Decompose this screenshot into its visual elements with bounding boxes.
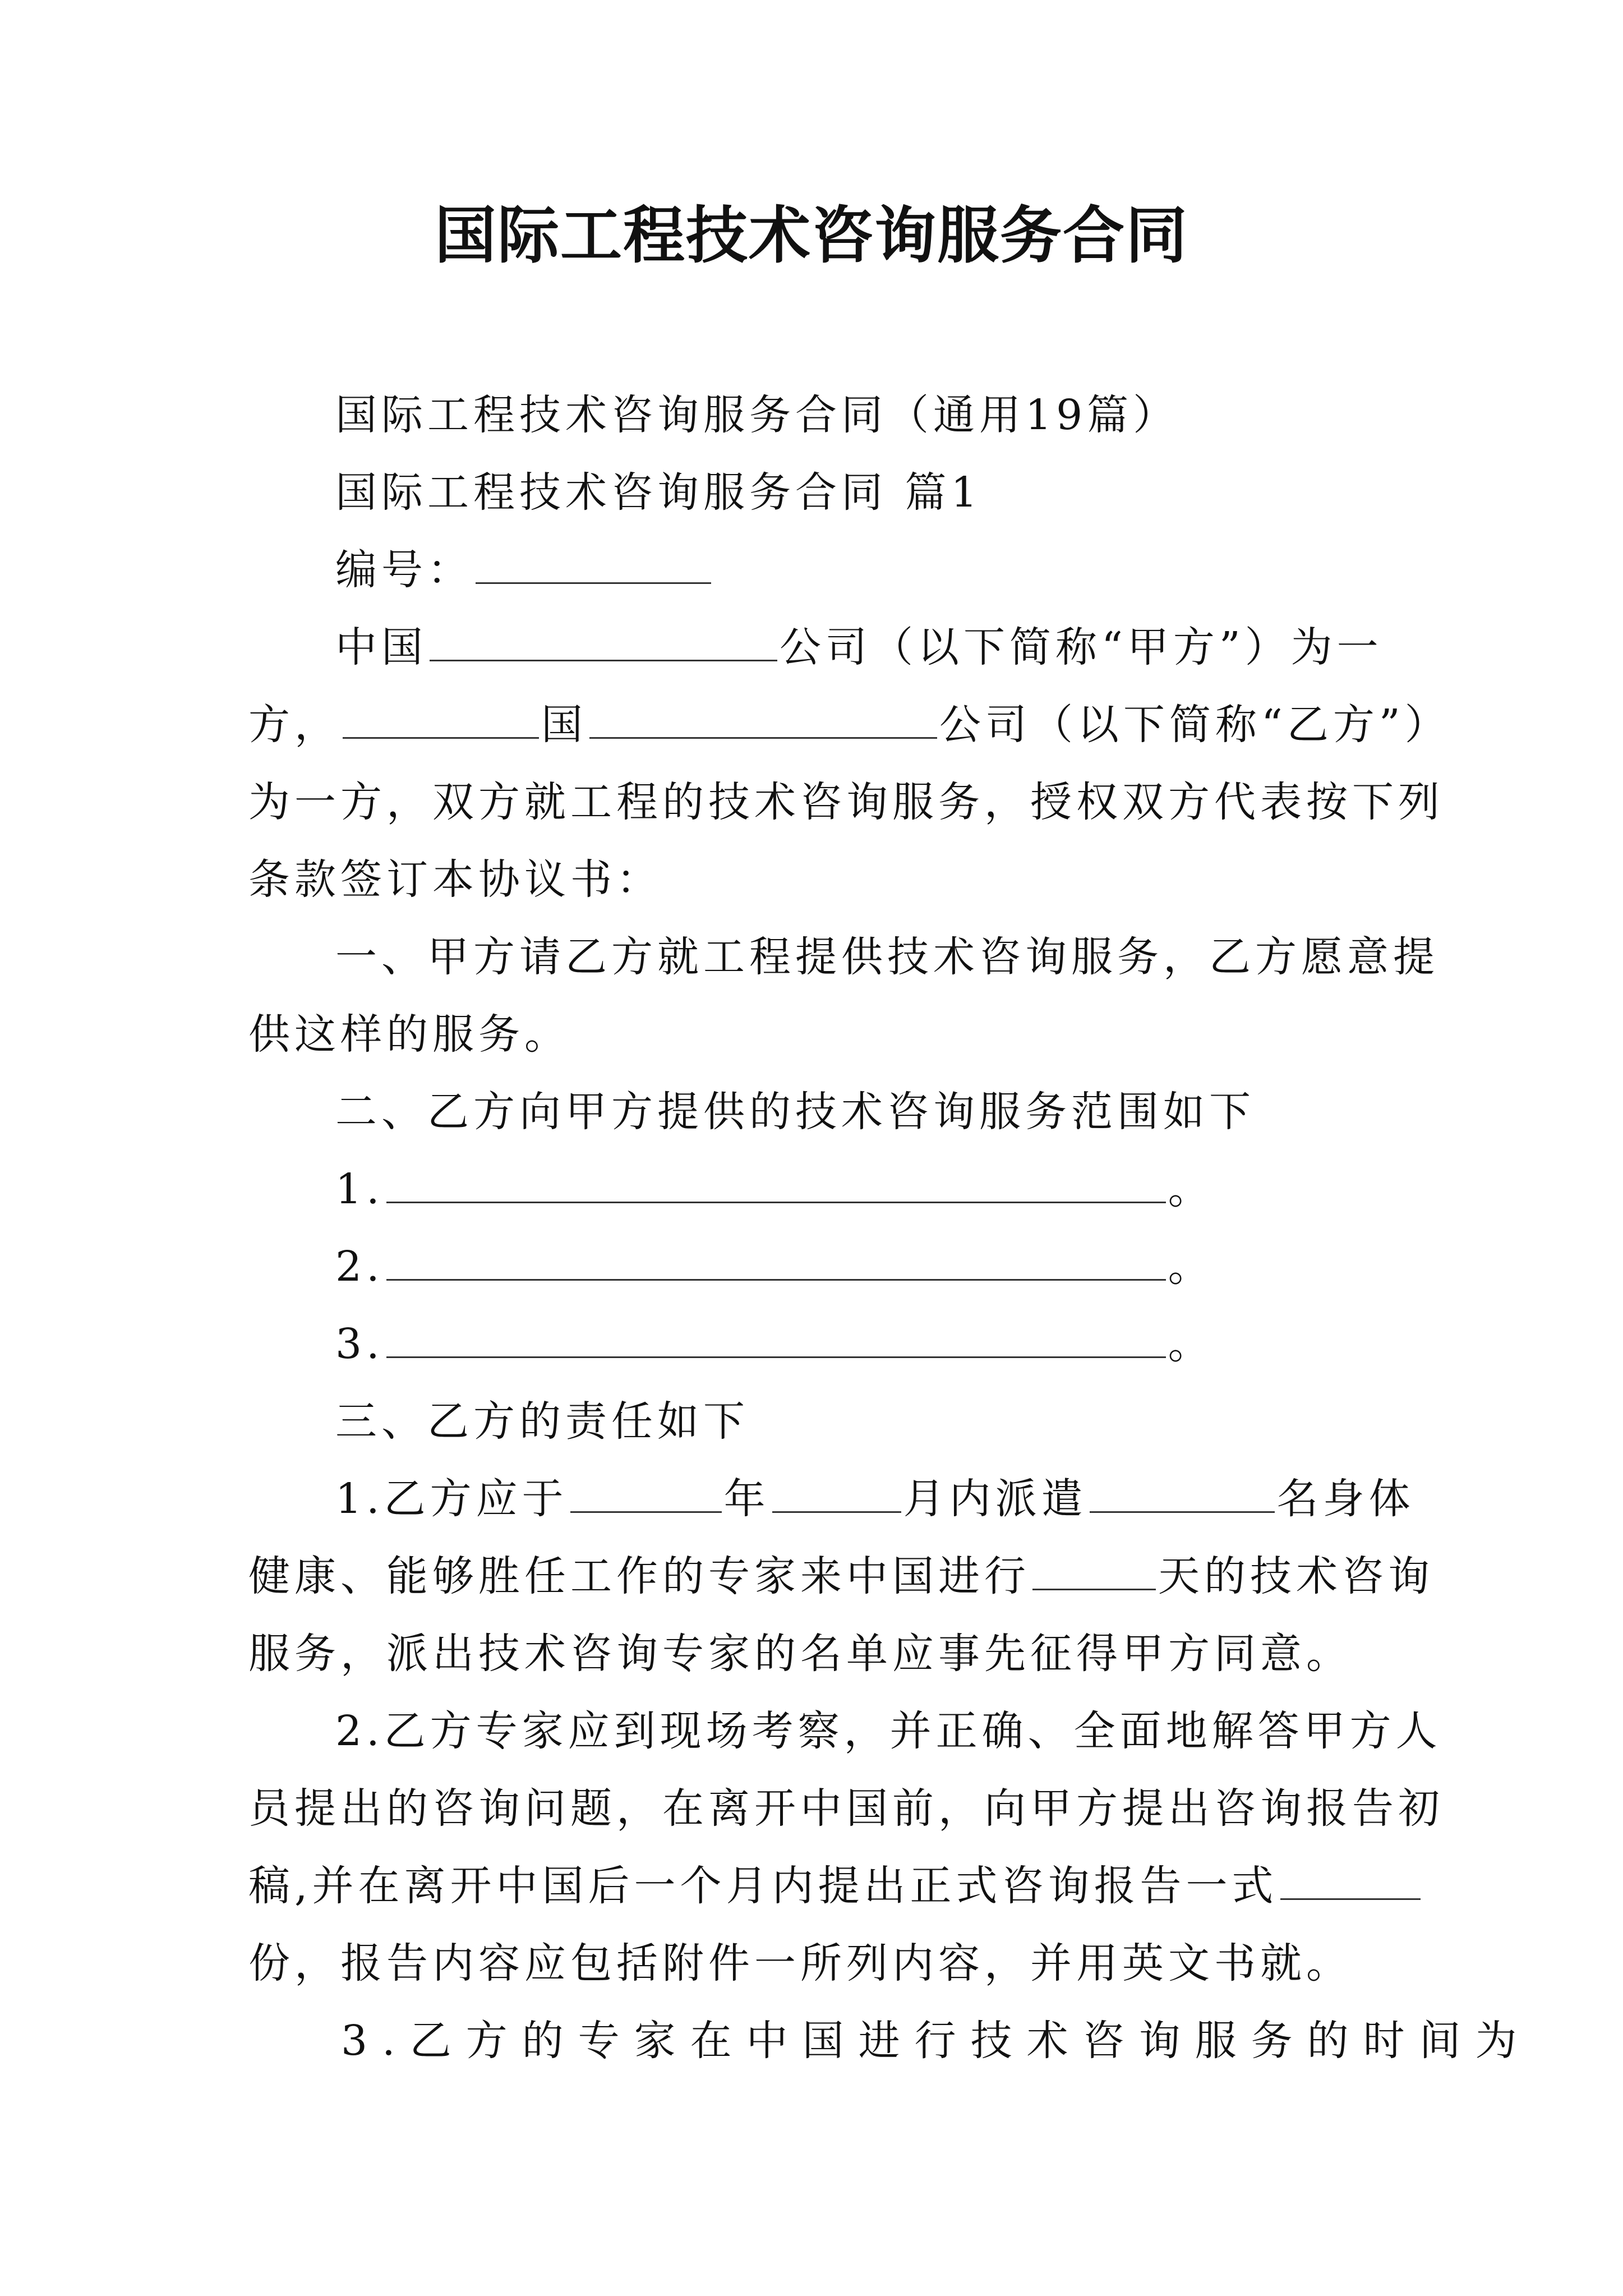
party-b-prefix: 方， (248, 701, 340, 749)
scope-item-blank (386, 1240, 1166, 1281)
scope-item-blank (386, 1162, 1166, 1203)
scope-item-1 (335, 1161, 1214, 1217)
clause-3-2-line-3 (248, 1858, 1423, 1914)
clause-3-2-line-4: 份，报告内容应包括附件一所列内容，并用英文书就。 (248, 1939, 1352, 1987)
clause-3-2-line-2: 员提出的咨询问题，在离开中国前，向甲方提出咨询报告初 (248, 1784, 1444, 1833)
month-blank (772, 1472, 901, 1513)
clause-1-line-2: 供这样的服务。 (248, 1010, 570, 1059)
party-b-suffix: 公司（以下简称“乙方”） (939, 701, 1451, 749)
clause-1-line-1: 一、甲方请乙方就工程提供技术咨询服务，乙方愿意提 (335, 933, 1439, 981)
contract-number-row (335, 542, 713, 598)
clause-3-1-line-1 (335, 1471, 1415, 1527)
clause-2-heading: 二、乙方向甲方提供的技术咨询服务范围如下 (335, 1088, 1255, 1136)
scope-item-3 (335, 1316, 1214, 1372)
party-b-line (248, 697, 1451, 753)
party-b-name-blank (589, 698, 937, 739)
scope-item-number: 3. (335, 1320, 384, 1368)
document-title: 国际工程技术咨询服务合同 (435, 199, 1188, 272)
party-a-name-blank (430, 620, 777, 661)
clause-3-1-text-b: 年 (723, 1475, 770, 1523)
scope-item-end: 。 (1168, 1320, 1214, 1368)
clause-3-1-text-a: 1.乙方应于 (335, 1475, 568, 1523)
expert-count-blank (1090, 1472, 1275, 1513)
clause-3-1-line-3: 服务，派出技术咨询专家的名单应事先征得甲方同意。 (248, 1630, 1352, 1678)
clause-3-3-line-1: 3.乙方的专家在中国进行技术咨询服务的时间为 (341, 2017, 1532, 2065)
intro-line-4: 条款签订本协议书： (248, 855, 662, 904)
clause-3-1-line-2-a: 健康、能够胜任工作的专家来中国进行 (248, 1552, 1030, 1600)
days-blank (1032, 1549, 1156, 1590)
contract-number-blank (476, 543, 711, 584)
scope-item-number: 2. (335, 1243, 384, 1291)
scope-item-blank (386, 1317, 1166, 1358)
scope-item-number: 1. (335, 1165, 384, 1213)
party-b-country-blank (343, 698, 539, 739)
clause-3-1-text-d: 名身体 (1276, 1475, 1415, 1523)
clause-3-2-line-3-text: 稿,并在离开中国后一个月内提出正式咨询报告一式 (248, 1862, 1278, 1910)
copies-blank (1280, 1859, 1421, 1900)
clause-3-1-line-2 (248, 1548, 1434, 1604)
scope-item-end: 。 (1168, 1243, 1214, 1291)
party-b-mid: 国 (541, 701, 587, 749)
clause-3-2-line-1: 2.乙方专家应到现场考察，并正确、全面地解答甲方人 (335, 1707, 1442, 1755)
clause-3-1-line-2-b: 天的技术咨询 (1158, 1552, 1434, 1600)
clause-3-1-text-c: 月内派遣 (903, 1475, 1087, 1523)
scope-item-2 (335, 1239, 1214, 1295)
party-a-suffix: 公司（以下简称“甲方”）为一 (780, 623, 1383, 671)
party-a-line (335, 619, 1383, 675)
scope-item-end: 。 (1168, 1165, 1214, 1213)
document-subtitle: 国际工程技术咨询服务合同（通用19篇） (335, 391, 1179, 439)
year-blank (570, 1472, 722, 1513)
party-a-prefix: 中国 (335, 623, 427, 671)
intro-line-3: 为一方，双方就工程的技术咨询服务，授权双方代表按下列 (248, 778, 1444, 826)
clause-3-heading: 三、乙方的责任如下 (335, 1397, 749, 1446)
contract-number-label: 编号： (335, 546, 473, 594)
section-heading: 国际工程技术咨询服务合同 篇1 (335, 468, 982, 517)
